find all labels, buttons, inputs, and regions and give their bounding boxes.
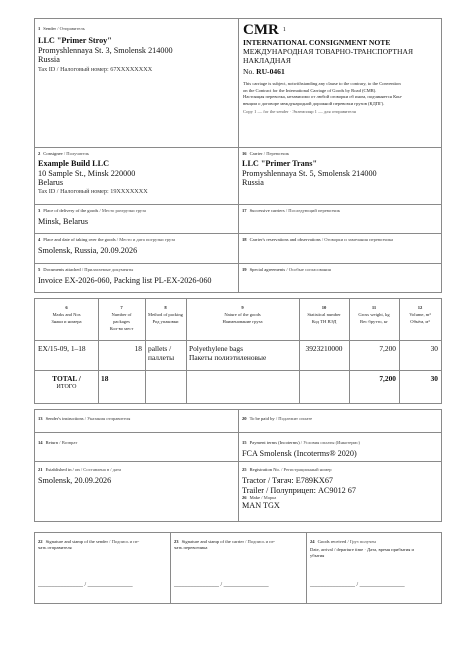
box-number: 18 bbox=[242, 237, 247, 242]
notice-ru-1: Настоящая перевозка, независимо от любой оговорки об ином, подчиняется Кон- bbox=[243, 94, 403, 100]
box-number: 25 bbox=[242, 467, 247, 472]
documents-label-ru: / Прилагаемые документы bbox=[81, 267, 134, 272]
col-header-packing: 8 Method of packing Род упаковки bbox=[148, 305, 183, 324]
trailer-plate: Trailer / Полуприцеп: AC9012 67 bbox=[242, 485, 356, 495]
delivery-label-ru: / Место разгрузки груза bbox=[99, 208, 146, 213]
receiver-signature-line[interactable]: _______________ / _______________ bbox=[310, 582, 405, 588]
title-ru-2: НАКЛАДНАЯ bbox=[243, 56, 291, 65]
documents-box bbox=[34, 265, 238, 293]
to-be-paid-box bbox=[238, 411, 442, 432]
special-label: Special agreements bbox=[249, 267, 286, 272]
consignee-label: Consignee bbox=[43, 151, 63, 156]
sender-signature-box: 22 Signature and stamp of the sender / Подпись и пе- чать отправителя _______________ / _______________ bbox=[38, 539, 140, 588]
goods-table bbox=[34, 298, 442, 404]
registration-label-ru: / Регистрационный номер bbox=[281, 467, 332, 472]
box-number: 24 bbox=[310, 539, 315, 544]
carrier-label: Carrier bbox=[249, 151, 263, 156]
goods-received-label: Goods received bbox=[317, 539, 347, 544]
box-number: 26 bbox=[242, 495, 247, 501]
vehicle-make: MAN TGX bbox=[242, 501, 280, 511]
carrier-address: Promyshlennaya St. 5, Smolensk 214000 bbox=[242, 168, 377, 178]
goods-received-box: 24 Goods received / Груз получен Date, arrival / departure time · Дата, время прибытия и убытия _______________ / _______________ bbox=[306, 534, 442, 604]
to-be-paid-label: To be paid by bbox=[249, 416, 275, 421]
goods-packages: 18 bbox=[134, 344, 142, 353]
box-number: 5 bbox=[38, 267, 41, 272]
notice-en-2: on the Contract for the International Carriage of Goods by Road (CMR). bbox=[243, 87, 377, 93]
taking-over-label-ru: / Место и дата погрузки груза bbox=[116, 237, 176, 242]
successive-label-ru: / Последующий перевозчик bbox=[285, 208, 340, 213]
return-label: Return bbox=[45, 440, 59, 445]
instructions-box bbox=[34, 411, 238, 432]
delivery-place: Minsk, Belarus bbox=[38, 217, 89, 226]
carrier-label-ru: / Перевозчик bbox=[263, 151, 290, 156]
successive-label: Successive carriers bbox=[249, 208, 285, 213]
title-ru-1: МЕЖДУНАРОДНАЯ ТОВАРНО-ТРАНСПОРТНАЯ bbox=[243, 47, 414, 56]
payment-label-ru: / Условия оплаты (Инкотермс) bbox=[300, 440, 360, 445]
box-number: 16 bbox=[242, 151, 247, 156]
col-header-packages: 7 Number of packages Кол-во мест bbox=[109, 305, 134, 331]
sender-signature-label: Signature and stamp of the sender bbox=[45, 539, 108, 544]
reservations-label: Carrier's reservations and observations bbox=[249, 237, 321, 242]
successive-carriers-box bbox=[238, 206, 442, 233]
cmr-title: CMR bbox=[243, 22, 279, 38]
carrier-signature-line[interactable]: _______________ / _______________ bbox=[174, 582, 269, 588]
special-agreements-box bbox=[238, 265, 442, 293]
goods-volume: 30 bbox=[430, 344, 438, 353]
col-header-marks: 6 Marks and Nos Знаки и номера bbox=[51, 305, 82, 324]
col-header-nature: 9 Nature of the goods Наименование груза bbox=[222, 305, 263, 324]
cmr-header bbox=[238, 20, 442, 146]
tractor-plate: Tractor / Тягач: E789KX67 bbox=[242, 476, 334, 485]
carrier-signature-box: 23 Signature and stamp of the carrier / Подпись и пе- чать перевозчика _______________ / _______________ bbox=[174, 539, 276, 588]
total-gross-weight: 7,200 bbox=[379, 374, 396, 383]
consignee-tax-id: Tax ID / Налоговый номер: 19XXXXXXX bbox=[38, 187, 148, 195]
carrier-country: Russia bbox=[242, 178, 264, 188]
box-number: 4 bbox=[38, 237, 41, 242]
carrier-box bbox=[238, 149, 442, 204]
consignee-country: Belarus bbox=[38, 178, 64, 188]
established-label-ru: / Составлена в / дата bbox=[80, 467, 122, 472]
box-number: 22 bbox=[38, 539, 43, 544]
box-number: 13 bbox=[38, 416, 43, 421]
payment-terms-value: FCA Smolensk (Incoterms® 2020) bbox=[242, 449, 357, 458]
copy-number: 1 bbox=[282, 27, 286, 33]
documents-label: Documents attached bbox=[43, 267, 81, 272]
return-box bbox=[34, 434, 238, 461]
box-number: 23 bbox=[174, 539, 179, 544]
col-header-stat-number: 10 Statistical number Код ТН ВЭД bbox=[307, 305, 341, 324]
goods-packing: pallets / паллеты bbox=[148, 344, 175, 362]
return-label-ru: / Возврат bbox=[59, 440, 78, 445]
no-label: No. bbox=[243, 67, 255, 76]
established-box bbox=[34, 463, 238, 521]
box-number: 20 bbox=[242, 416, 247, 421]
taking-over-box bbox=[34, 235, 238, 263]
sender-name: LLC "Primer Stroy" bbox=[38, 36, 112, 45]
consignment-number: RU-0461 bbox=[256, 67, 285, 76]
total-packages: 18 bbox=[101, 374, 109, 383]
goods-marks: EX/15-09, 1–18 bbox=[38, 344, 86, 353]
carrier-signature-label: Signature and stamp of the carrier bbox=[181, 539, 244, 544]
box-number: 2 bbox=[38, 151, 41, 156]
goods-gross-weight: 7,200 bbox=[379, 344, 396, 353]
documents-value: Invoice EX-2026-060, Packing list PL-EX-2026-060 bbox=[38, 276, 212, 285]
box-number: 15 bbox=[242, 440, 247, 445]
delivery-box bbox=[34, 206, 238, 233]
col-header-gross-weight: 11 Gross weight, kg Вес брутто, кг bbox=[358, 305, 390, 324]
established-label: Established in / on bbox=[45, 467, 80, 472]
copy-note: Copy 1 — for the sender · Экземпляр 1 — для отправителя bbox=[243, 109, 356, 115]
consignee-name: Example Build LLC bbox=[38, 159, 109, 168]
taking-over-value: Smolensk, Russia, 20.09.2026 bbox=[38, 246, 138, 255]
make-label: Make bbox=[249, 495, 261, 501]
established-value: Smolensk, 20.09.2026 bbox=[38, 476, 112, 485]
sender-signature-line[interactable]: _______________ / _______________ bbox=[38, 582, 133, 588]
sender-country: Russia bbox=[38, 55, 60, 65]
goods-received-label-ru: / Груз получен bbox=[347, 539, 376, 544]
sender-label: Sender bbox=[43, 26, 57, 31]
consignee-label-ru: / Получатель bbox=[63, 151, 90, 156]
registration-box bbox=[238, 463, 442, 521]
sender-label-ru: / Отправитель bbox=[57, 26, 85, 31]
box-number: 17 bbox=[242, 208, 247, 213]
reservations-box bbox=[238, 235, 442, 263]
notice-en-1: This carriage is subject, notwithstanding any clause to the contrary, to the Convention bbox=[243, 81, 401, 86]
consignee-address: 10 Sample St., Minsk 220000 bbox=[38, 168, 136, 178]
sender-box bbox=[34, 20, 238, 146]
payment-label: Payment terms (Incoterms) bbox=[249, 440, 300, 445]
box-number: 19 bbox=[242, 267, 247, 272]
carrier-name: LLC "Primer Trans" bbox=[242, 159, 318, 168]
total-label: TOTAL / ИТОГО bbox=[52, 374, 81, 390]
box-number: 3 bbox=[38, 208, 41, 213]
col-header-volume: 12 Volume, m³ Объём, м³ bbox=[409, 305, 431, 324]
goods-nature: Polyethylene bags Пакеты полиэтиленовые bbox=[189, 344, 267, 362]
payment-terms-box bbox=[238, 434, 442, 461]
notice-ru-2: венции о договоре международной дорожной перевозки грузов (КДПГ). bbox=[243, 100, 385, 106]
registration-label: Registration No. bbox=[249, 467, 280, 472]
reservations-label-ru: / Оговорки и замечания перевозчика bbox=[321, 237, 394, 242]
box-number: 1 bbox=[38, 26, 41, 31]
arrival-departure-label: Date, arrival / departure time · Дата, время прибытия и bbox=[310, 547, 414, 552]
special-label-ru: / Особые согласования bbox=[286, 267, 331, 272]
taking-over-label: Place and date of taking over the goods bbox=[43, 237, 116, 242]
box-number: 14 bbox=[38, 440, 43, 445]
delivery-label: Place of delivery of the goods bbox=[43, 208, 99, 213]
goods-stat-number: 3923210000 bbox=[305, 344, 343, 353]
sender-address: Promyshlennaya St. 3, Smolensk 214000 bbox=[38, 45, 173, 55]
consignee-box bbox=[34, 149, 238, 204]
sender-tax-id: Tax ID / Налоговый номер: 67XXXXXXXX bbox=[38, 65, 153, 73]
make-label-ru: / Марка bbox=[261, 495, 277, 501]
title-en: INTERNATIONAL CONSIGNMENT NOTE bbox=[243, 38, 391, 47]
instructions-label-ru: / Указания отправителя bbox=[84, 416, 131, 421]
box-number: 21 bbox=[38, 467, 43, 472]
to-be-paid-label-ru: / Подлежит оплате bbox=[275, 416, 313, 421]
total-volume: 30 bbox=[430, 374, 438, 383]
instructions-label: Sender's instructions bbox=[45, 416, 84, 421]
